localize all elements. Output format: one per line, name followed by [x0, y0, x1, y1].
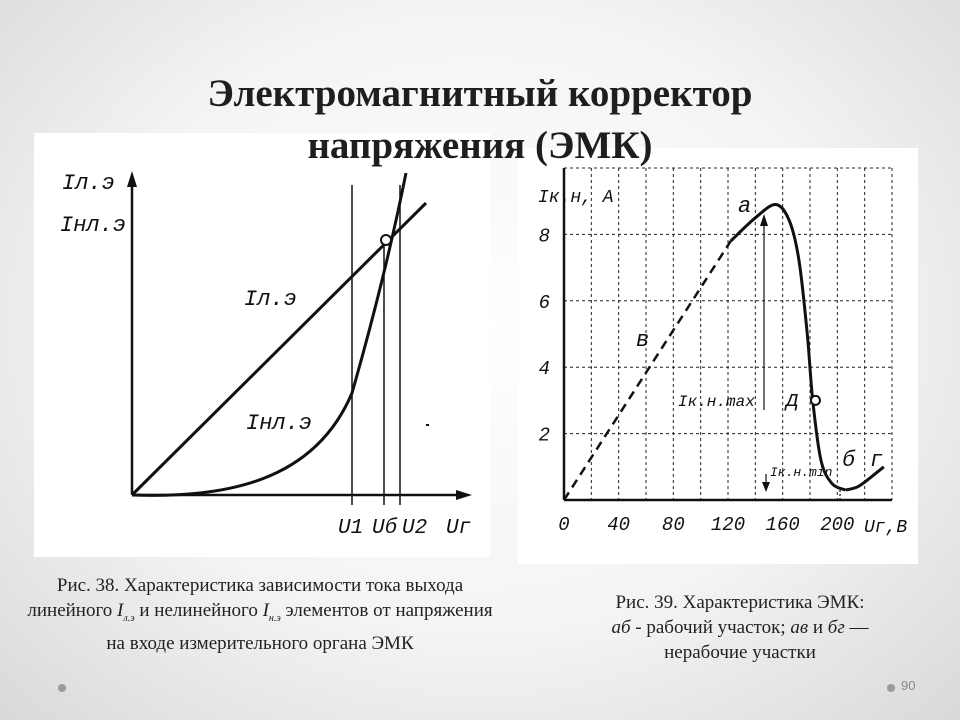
linear-line [132, 203, 426, 495]
point-d [811, 396, 820, 405]
imax-arrowhead [760, 214, 768, 226]
caption-38-text-3: элементов от напряжения на входе измерительного органа ЭМК [106, 600, 493, 654]
caption-39-and: и [808, 617, 828, 638]
caption-39-line-3: нерабочие участки [664, 642, 816, 663]
title-line-2: напряжения (ЭМК) [307, 124, 653, 167]
caption-39-text-end: — [844, 617, 869, 638]
figure-39 [518, 148, 918, 564]
y-axis-label: Iк.н, А [538, 188, 614, 208]
x-tick-label: 160 [765, 514, 800, 536]
label-v: в [636, 328, 650, 353]
caption-figure-39 [540, 590, 940, 665]
figure-39-plot [518, 148, 918, 564]
bullet-dot-left [58, 684, 66, 692]
caption-38-text-1: Рис. 38. Характеристика зависимости тока выхода линейного [27, 575, 464, 621]
x-axis-arrow [456, 490, 472, 500]
y-tick-label: 8 [538, 225, 550, 248]
figure-38 [34, 133, 490, 557]
label-b: б [842, 448, 856, 473]
y-label-2: Iнл.э [60, 213, 127, 238]
caption-39-line-1: Рис. 39. Характеристика ЭМК: [615, 592, 865, 613]
slide-title [0, 68, 960, 172]
caption-38-subscript-2: н.э [268, 612, 281, 624]
caption-38-subscript-1: л.э [123, 612, 135, 624]
y-axis-arrow [127, 171, 137, 187]
x-tick-u2: U2 [402, 517, 428, 540]
page-number: 90 [901, 678, 916, 693]
segment-ab-working [731, 204, 846, 490]
caption-38-symbol-1: I [117, 600, 124, 621]
y-tick-label: 4 [538, 358, 550, 381]
tick-labels [539, 225, 855, 536]
caption-39-ab: аб [611, 617, 631, 638]
label-a: а [738, 194, 752, 219]
x-tick-label: 120 [710, 514, 746, 536]
bullet-dot-right [887, 684, 895, 692]
label-imax: Iк.н.max [678, 393, 755, 411]
x-axis-label: Uг,В [864, 518, 908, 538]
x-tick-ub: Uб [372, 517, 398, 540]
y-tick-label: 2 [538, 424, 550, 447]
curve-label-linear: Iл.э [244, 287, 297, 312]
caption-38-text-2: и нелинейного [134, 600, 263, 621]
label-g: г [870, 448, 884, 473]
caption-39-text-mid: - рабочий участок; [630, 617, 791, 638]
intersection-point [381, 235, 391, 245]
caption-figure-38 [20, 573, 500, 656]
caption-38-symbol-2: I [262, 600, 269, 621]
caption-39-line-2 [540, 615, 940, 640]
segment-av-dashed [564, 241, 731, 500]
x-tick-label: 40 [607, 514, 631, 536]
y-tick-label: 6 [538, 291, 550, 314]
caption-39-bg: бг [827, 617, 845, 638]
label-d: д [786, 388, 800, 413]
x-tick-u1: U1 [338, 517, 364, 540]
imin-arrowhead [762, 482, 770, 492]
x-tick-label: 80 [661, 514, 685, 536]
curve-label-nonlinear: Iнл.э [246, 411, 313, 436]
caption-39-av: ав [790, 617, 809, 638]
x-axis-label: Uг [446, 517, 472, 540]
nonlinear-curve [132, 173, 406, 495]
title-line-1: Электромагнитный корректор [207, 72, 753, 115]
label-imin: Iк.н.min [770, 465, 833, 480]
x-tick-label: 0 [558, 514, 570, 536]
x-tick-label: 200 [820, 514, 855, 536]
figure-38-plot [34, 133, 490, 557]
y-label-1: Iл.э [62, 171, 115, 196]
